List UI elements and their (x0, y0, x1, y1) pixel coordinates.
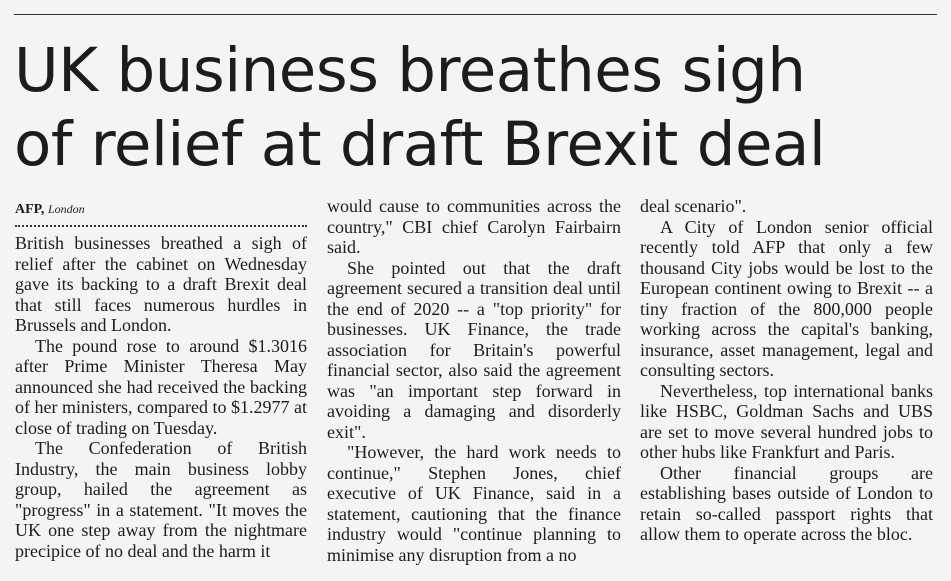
article-paragraph: The Confederation of British Industry, the main business lobby group, hailed the agreement as "progress" in a statement. "It moves the UK one step away from the nightmare precipice of no deal and the harm it (15, 438, 307, 561)
article-paragraph: would cause to communities across the country," CBI chief Carolyn Fairbairn said. (327, 196, 621, 257)
top-rule (14, 14, 937, 15)
headline (14, 34, 944, 182)
article-column-3 (640, 196, 933, 545)
article-paragraph: The pound rose to around $1.3016 after Prime Minister Theresa May announced she had received the backing of her ministers, compared to $1.2977 at close of trading on Tuesday. (15, 335, 307, 438)
byline (15, 200, 307, 227)
byline-agency: AFP, (15, 202, 45, 217)
article-paragraph: British businesses breathed a sigh of relief after the cabinet on Wednesday gave its backing to a draft Brexit deal that still faces numerous hurdles in Brussels and London. (15, 233, 307, 335)
article-paragraph: deal scenario". (640, 196, 747, 216)
article-paragraph: Other financial groups are establishing bases outside of London to retain so-called passport rights that allow them to operate across the bloc. (640, 462, 933, 544)
article-paragraph: She pointed out that the draft agreement secured a transition deal until the end of 2020 -- a "top priority" for businesses. UK Finance, the trade association for Britain's powerful financial sector, also said the agreement was "an important step forward in avoiding a damaging and disorderly exit". (327, 257, 621, 442)
column-body (15, 233, 307, 561)
article-paragraph: "However, the hard work needs to continue," Stephen Jones, chief executive of UK Finance, said in a statement, cautioning that the finance industry would "continue planning to minimise any disruption from a no (327, 442, 621, 565)
column-body (640, 196, 933, 545)
article-paragraph: A City of London senior official recently told AFP that only a few thousand City jobs would be lost to the European continent owing to Brexit -- a tiny fraction of the 800,000 people working across the capital's banking, insurance, asset management, legal and consulting sectors. (640, 216, 933, 380)
headline-line-2: of relief at draft Brexit deal (14, 109, 826, 180)
article-column-1 (15, 196, 307, 561)
headline-line-1: UK business breathes sigh (14, 35, 806, 106)
article-paragraph: Nevertheless, top international banks like HSBC, Goldman Sachs and UBS are set to move several hundred jobs to other hubs like Frankfurt and Paris. (640, 380, 933, 462)
byline-location: London (47, 202, 85, 216)
column-body (327, 196, 621, 565)
article-column-2 (327, 196, 621, 565)
